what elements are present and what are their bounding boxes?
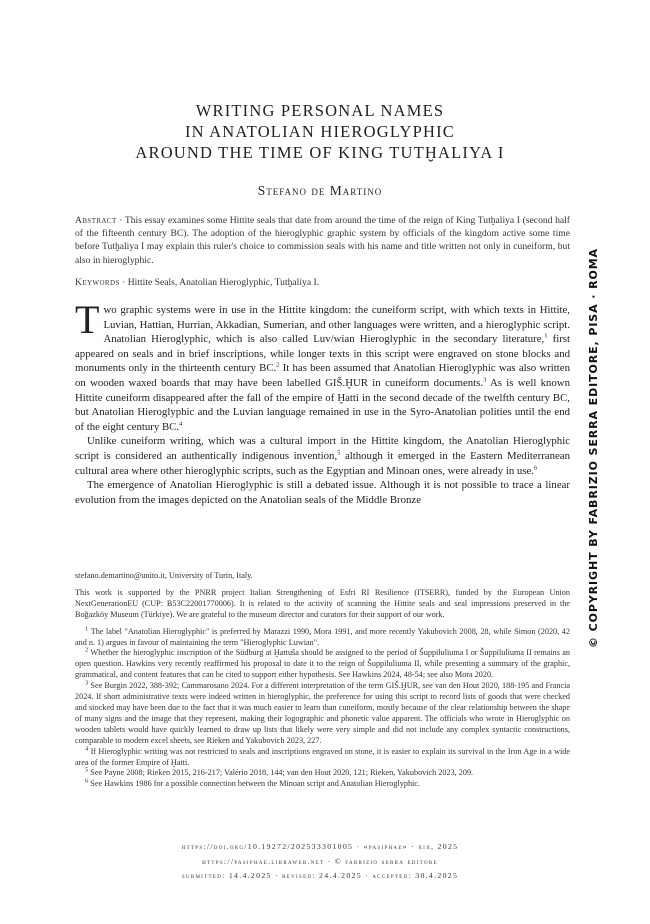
author-name: Stefano de Martino bbox=[257, 183, 383, 198]
paragraph-1-text-b: first appeared on seals and in brief inscriptions, while longer texts in this script were engraved on stone blocks and monuments only in the thirteenth century BC. bbox=[75, 333, 571, 375]
footnote-1-text: The label "Anatolian Hieroglyphic" is preferred by Marazzi 1990, Mora 1991, and more recently Yakubovich 2008, 28, while Simon (2020, 42 and n. 1) argues in favour of maintaining the term "Hieroglyphic Luwian". bbox=[75, 626, 570, 647]
affiliation-note: stefano.demartino@unito.it, University of Turin, Italy. bbox=[75, 571, 253, 580]
paragraph-2-text-a: Unlike cuneiform writing, which was a cultural import in the Hittite kingdom, the Anatolian Hieroglyphic script is considered an authentically indigenous invention, bbox=[75, 435, 570, 462]
footnote-number-5: 5 bbox=[85, 766, 89, 774]
title-line-1: WRITING PERSONAL NAMES bbox=[195, 101, 445, 120]
abstract bbox=[75, 214, 570, 267]
footnote-ref-6[interactable]: 6 bbox=[534, 463, 538, 471]
footnote-number-1: 1 bbox=[85, 624, 89, 632]
paragraph-1-text-c: It has been assumed that Anatolian Hieroglyphic was also written on wooden waxed boards that may have been labelled GIŠ.ḪUR in cuneiform documents. bbox=[75, 362, 570, 389]
keywords-text: · Hittite Seals, Anatolian Hieroglyphic, Tutḫaliya I. bbox=[119, 277, 320, 288]
footnote-6-text: See Hawkins 1986 for a possible connection between the Minoan script and Anatolian Hieroglyphic. bbox=[90, 779, 420, 789]
footnote-4 bbox=[75, 744, 571, 769]
paragraph-1-text-a: wo graphic systems were in use in the Hittite kingdom: the cuneiform script, with which texts in Hittite, Luvian, Hattian, Hurrian, Akkadian, Sumerian, and other languages were written, and a hieroglyphic script. Anatolian Hieroglyphic, which is also called Luv/wian Hieroglyphic in the secondary literature, bbox=[103, 304, 570, 346]
title-line-2: IN ANATOLIAN HIEROGLYPHIC bbox=[184, 122, 456, 141]
paragraph-2-text-b: although it emerged in the Eastern Mediterranean cultural area where other hieroglyphic scripts, such as the Egyptian and Minoan ones, were already in use. bbox=[75, 449, 570, 477]
drop-cap: T bbox=[75, 297, 100, 342]
footnote-ref-1[interactable]: 1 bbox=[544, 332, 548, 340]
paragraph-1 bbox=[75, 297, 571, 434]
paragraph-1-text-d: As is well known Hittite cuneiform disappeared after the fall of the empire of Ḫatti in the second decade of the twelfth century BC, but Anatolian Hieroglyphic and the Luvian language remained in use in the Syro-Anatolian polities until the end of the eight century BC. bbox=[75, 376, 570, 433]
footnote-ref-2[interactable]: 2 bbox=[276, 361, 280, 369]
footnote-number-3: 3 bbox=[85, 679, 89, 687]
title-line-3: AROUND THE TIME OF KING TUTḪALIYA I bbox=[135, 143, 505, 162]
footnote-ref-4[interactable]: 4 bbox=[179, 420, 183, 428]
footnote-5 bbox=[75, 768, 570, 779]
abstract-label: Abstract bbox=[75, 215, 117, 226]
footnote-1 bbox=[75, 624, 570, 649]
copyright-watermark: © COPYRIGHT BY FABRIZIO SERRA EDITORE, PISA · ROMA bbox=[587, 248, 600, 648]
footnote-number-4: 4 bbox=[85, 744, 89, 752]
footnote-3 bbox=[75, 681, 570, 746]
footnote-6 bbox=[75, 779, 570, 790]
article-title bbox=[60, 100, 580, 163]
dates-line: submitted: 14.4.2025 · revised: 24.4.2025 · accepted: 30.4.2025 bbox=[181, 871, 459, 880]
website-line[interactable]: https://pasiphae.libraweb.net · © fabrizio serra editore bbox=[202, 856, 438, 866]
abstract-text: · This essay examines some Hittite seals that date from around the time of the reign of King Tutḫaliya I (second half of the fifteenth century BC). The adoption of the hieroglyphic graphic system by officials of the kingdom active some time before Tutḫaliya I may explain this ruler's choice to commission seals with his name and title written not only in cuneiform, but also in hieroglyphic. bbox=[75, 215, 570, 266]
footnote-number-6: 6 bbox=[85, 777, 89, 785]
footnote-4-text: If Hieroglyphic writing was not restricted to seals and inscriptions engraved on stone, it is easier to explain its survival in the Iron Age in a wide area of the former Empire of Ḫatti. bbox=[75, 746, 571, 767]
support-note: This work is supported by the PNRR project Italian Strengthening of Esfri RI Resilience (ITSERR), funded by the European Union NextGenerationEU (CUP: B53C22001770006). It is related to the activity of scanning the Hittite seals and seal impressions preserved in the Boğazköy Museum (Türkiye). We are grateful to the museum director and curators for their support of our work. bbox=[75, 587, 570, 619]
keywords bbox=[75, 276, 570, 289]
paragraph-2 bbox=[75, 434, 570, 478]
doi-line[interactable]: https://doi.org/10.19272/202533301005 · «pasiphae» · xix, 2025 bbox=[181, 842, 459, 851]
footnote-number-2: 2 bbox=[85, 646, 89, 654]
footnotes bbox=[75, 571, 570, 790]
page-footer bbox=[60, 840, 580, 884]
footnote-ref-5[interactable]: 5 bbox=[337, 449, 341, 457]
paragraph-3: The emergence of Anatolian Hieroglyphic is still a debated issue. Although it is not possible to trace a linear evolution from the images depicted on the Anatolian seals of the Middle Bronze bbox=[75, 479, 570, 506]
keywords-label: Keywords bbox=[75, 277, 120, 288]
footnote-2 bbox=[75, 648, 570, 681]
footnote-ref-3[interactable]: 3 bbox=[483, 376, 487, 384]
footnote-3-text: See Burgin 2022, 388-392; Cammarosano 2024. For a different interpretation of the term GIŠ.ḪUR, see van den Hout 2020, 188-195 and Francia 2024. If short administrative texts were indeed written in hieroglyphic, the preference for using this script to record lists of goods that were checked and stocked may have been due to the fact that it was much easier to learn than cuneiform, mostly because of the clear relationship between the shape of many signs and the image that they represent, making their logographic and phonetic value apparent. The officials who wrote in Hieroglyphic on wooden tablets would have quickly learned to draw up lists that likely were very simple and did not include any complex syntactic constructions, comparable to modern excel sheets, see Rieken and Yakubovich 2023, 227. bbox=[75, 681, 570, 745]
body-text bbox=[75, 297, 571, 507]
footnote-5-text: See Payne 2008; Rieken 2015, 216-217; Valério 2018, 144; van den Hout 2020, 121; Rieken, Yakubovich 2023, 209. bbox=[90, 768, 474, 778]
footnote-2-text: Whether the hieroglyphic inscription of the Südburg at Ḫattuša should be assigned to the period of Šuppiluliuma I or Šuppiluliuma II remains an open question. Hawkins very recently reaffirmed his proposal to date it to the reign of Šuppiluliuma II, while presenting a summary of the graphic, grammatical, and content features that can be cited to support either hypothesis. See Hawkins 2024, 48-54; see also Mora 2020. bbox=[75, 648, 570, 680]
